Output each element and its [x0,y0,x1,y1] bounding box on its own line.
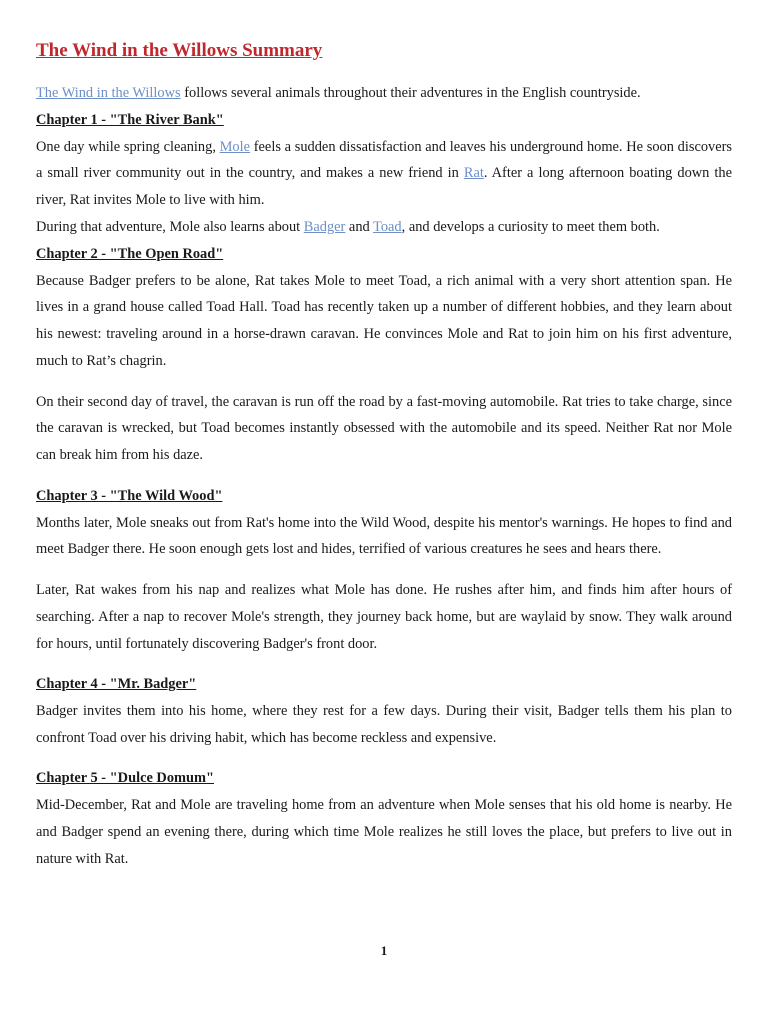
book-title-link[interactable]: The Wind in the Willows [36,85,181,101]
badger-link[interactable]: Badger [303,218,346,235]
chapter-2-paragraph-2: On their second day of travel, the caravan is run off the road by a fast-moving automobile. Rat tries to take charge, since the caravan is wrecked, but Toad becomes instantly obsessed with the automobile and its speed. Neither Rat nor Mole can break him from his daze. [36,393,732,464]
document-body [36,36,732,873]
chapter-1-paragraph-2: During that adventure, Mole also learns about Badger and Toad, and develops a curiosity to meet them both. [36,218,660,235]
chapter-2-paragraph-1: Because Badger prefers to be alone, Rat takes Mole to meet Toad, a rich animal with a very short attention span. He lives in a grand house called Toad Hall. Toad has recently taken up a number of different hobbies, and they learn about his newest: traveling around in a horse-drawn caravan. He convinces Mole and Rat to join him on his first adventure, much to Rat’s chagrin. [36,272,732,369]
chapter-3-paragraph-1: Months later, Mole sneaks out from Rat's home into the Wild Wood, despite his mentor's warnings. He hopes to find and meet Badger there. He soon enough gets lost and hides, terrified of various creatures he sees and hears there. [36,514,732,558]
rat-link[interactable]: Rat [463,165,484,182]
chapter-1-heading: Chapter 1 - "The River Bank" [36,111,224,128]
intro-paragraph: The Wind in the Willows follows several animals throughout their adventures in the English countryside. [36,85,641,101]
chapter-3-heading: Chapter 3 - "The Wild Wood" [36,487,223,504]
page-title: The Wind in the Willows Summary [36,40,323,61]
chapter-2-heading: Chapter 2 - "The Open Road" [36,245,224,262]
chapter-3-paragraph-2: Later, Rat wakes from his nap and realizes what Mole has done. He rushes after him, and finds him after hours of searching. After a nap to recover Mole's strength, they journey back home, but are waylaid by snow. They walk around for hours, until fortunately discovering Badger's front door. [36,581,732,652]
toad-link[interactable]: Toad [373,218,402,235]
chapter-5-heading: Chapter 5 - "Dulce Domum" [36,770,214,787]
mole-link[interactable]: Mole [219,138,251,155]
chapter-4-heading: Chapter 4 - "Mr. Badger" [36,676,197,693]
page-number: 1 [380,943,388,958]
chapter-4-paragraph-1: Badger invites them into his home, where they rest for a few days. During their visit, Badger tells them his plan to confront Toad over his driving habit, which has become reckless and expensive. [36,702,732,746]
chapter-5-paragraph-1: Mid-December, Rat and Mole are traveling home from an adventure when Mole senses that his old home is nearby. He and Badger spend an evening there, during which time Mole realizes he still loves the place, but prefers to live out in nature with Rat. [36,797,732,867]
chapter-1-paragraph-1: One day while spring cleaning, Mole feels a sudden dissatisfaction and leaves his underground home. He soon discovers a small river community out in the country, and makes a new friend in Rat. After a long afternoon boating down the river, Rat invites Mole to live with him. [36,138,732,209]
